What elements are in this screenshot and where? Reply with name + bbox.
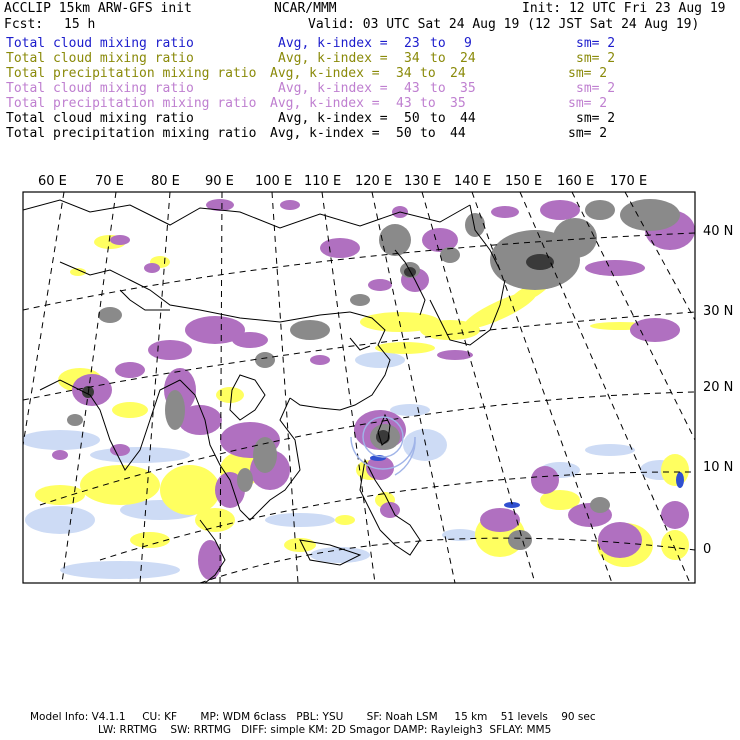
legend-k-to: to bbox=[420, 96, 436, 111]
legend-k-end: 44 bbox=[460, 111, 476, 126]
legend-smoothing: sm= 2 bbox=[576, 51, 616, 66]
legend-k-to: to bbox=[430, 36, 446, 51]
lon-label: 80 E bbox=[151, 174, 180, 189]
model-info-line1: Model Info: V4.1.1 CU: KF MP: WDM 6class PBL: YSU SF: Noah LSM 15 km 51 levels 90 sec bbox=[30, 711, 596, 723]
lat-label: 0 bbox=[703, 542, 712, 557]
model-info-line2: LW: RRTMG SW: RRTMG DIFF: simple KM: 2D Smagor DAMP: Rayleigh3 SFLAY: MM5 bbox=[98, 724, 552, 736]
forecast-hour: 15 h bbox=[64, 17, 96, 32]
longitude-labels bbox=[38, 174, 647, 189]
lon-label: 120 E bbox=[355, 174, 393, 189]
legend-k-from: 50 bbox=[404, 111, 420, 126]
legend-k-to: to bbox=[430, 51, 446, 66]
legend-k-to: to bbox=[420, 126, 436, 141]
legend-k-end: 24 bbox=[450, 66, 466, 81]
lon-label: 60 E bbox=[38, 174, 67, 189]
legend-avg: Avg, k-index = bbox=[278, 36, 388, 51]
valid-time: Valid: 03 UTC Sat 24 Aug 19 (12 JST Sat 24 Aug 19) bbox=[308, 17, 700, 32]
lon-label: 110 E bbox=[304, 174, 342, 189]
lon-label: 90 E bbox=[205, 174, 234, 189]
lon-label: 150 E bbox=[505, 174, 543, 189]
legend-k-from: 23 bbox=[404, 36, 420, 51]
legend-avg: Avg, k-index = bbox=[278, 51, 388, 66]
lon-label: 160 E bbox=[557, 174, 595, 189]
legend-avg: Avg, k-index = bbox=[270, 66, 380, 81]
legend-k-from: 43 bbox=[404, 81, 420, 96]
lat-label: 10 N bbox=[703, 460, 734, 475]
legend-k-end: 35 bbox=[460, 81, 476, 96]
legend-smoothing: sm= 2 bbox=[568, 96, 608, 111]
legend-avg: Avg, k-index = bbox=[270, 126, 380, 141]
lon-label: 170 E bbox=[610, 174, 648, 189]
legend-field: Total precipitation mixing ratio bbox=[6, 96, 257, 111]
forecast-label: Fcst: bbox=[4, 17, 44, 32]
legend-k-from: 50 bbox=[396, 126, 412, 141]
legend-field: Total precipitation mixing ratio bbox=[6, 126, 257, 141]
lon-label: 130 E bbox=[404, 174, 442, 189]
legend-k-from: 34 bbox=[404, 51, 420, 66]
model-title: ACCLIP 15km ARW-GFS init bbox=[4, 1, 192, 16]
lon-label: 70 E bbox=[95, 174, 124, 189]
lon-label: 100 E bbox=[255, 174, 293, 189]
legend-avg: Avg, k-index = bbox=[270, 96, 380, 111]
legend-field: Total cloud mixing ratio bbox=[6, 81, 194, 96]
legend-field: Total cloud mixing ratio bbox=[6, 51, 194, 66]
legend-k-from: 34 bbox=[396, 66, 412, 81]
legend-k-end: 24 bbox=[460, 51, 476, 66]
latitude-labels bbox=[703, 224, 733, 557]
legend-k-end: 9 bbox=[464, 36, 472, 51]
legend-smoothing: sm= 2 bbox=[568, 66, 608, 81]
legend-field: Total cloud mixing ratio bbox=[6, 36, 194, 51]
legend-avg: Avg, k-index = bbox=[278, 81, 388, 96]
legend-smoothing: sm= 2 bbox=[568, 126, 608, 141]
lat-label: 20 N bbox=[703, 380, 734, 395]
legend-k-to: to bbox=[430, 81, 446, 96]
legend-field: Total precipitation mixing ratio bbox=[6, 66, 257, 81]
legend-k-to: to bbox=[430, 111, 446, 126]
lat-label: 40 N bbox=[703, 224, 734, 239]
legend-k-from: 43 bbox=[396, 96, 412, 111]
organization-label: NCAR/MMM bbox=[274, 1, 337, 16]
legend-field: Total cloud mixing ratio bbox=[6, 111, 194, 126]
lat-label: 30 N bbox=[703, 304, 734, 319]
legend-k-to: to bbox=[420, 66, 436, 81]
init-time: Init: 12 UTC Fri 23 Aug 19 bbox=[522, 1, 726, 16]
legend-k-end: 44 bbox=[450, 126, 466, 141]
legend-smoothing: sm= 2 bbox=[576, 111, 616, 126]
lon-label: 140 E bbox=[454, 174, 492, 189]
legend-avg: Avg, k-index = bbox=[278, 111, 388, 126]
legend-k-end: 35 bbox=[450, 96, 466, 111]
legend-smoothing: sm= 2 bbox=[576, 81, 616, 96]
legend-smoothing: sm= 2 bbox=[576, 36, 616, 51]
